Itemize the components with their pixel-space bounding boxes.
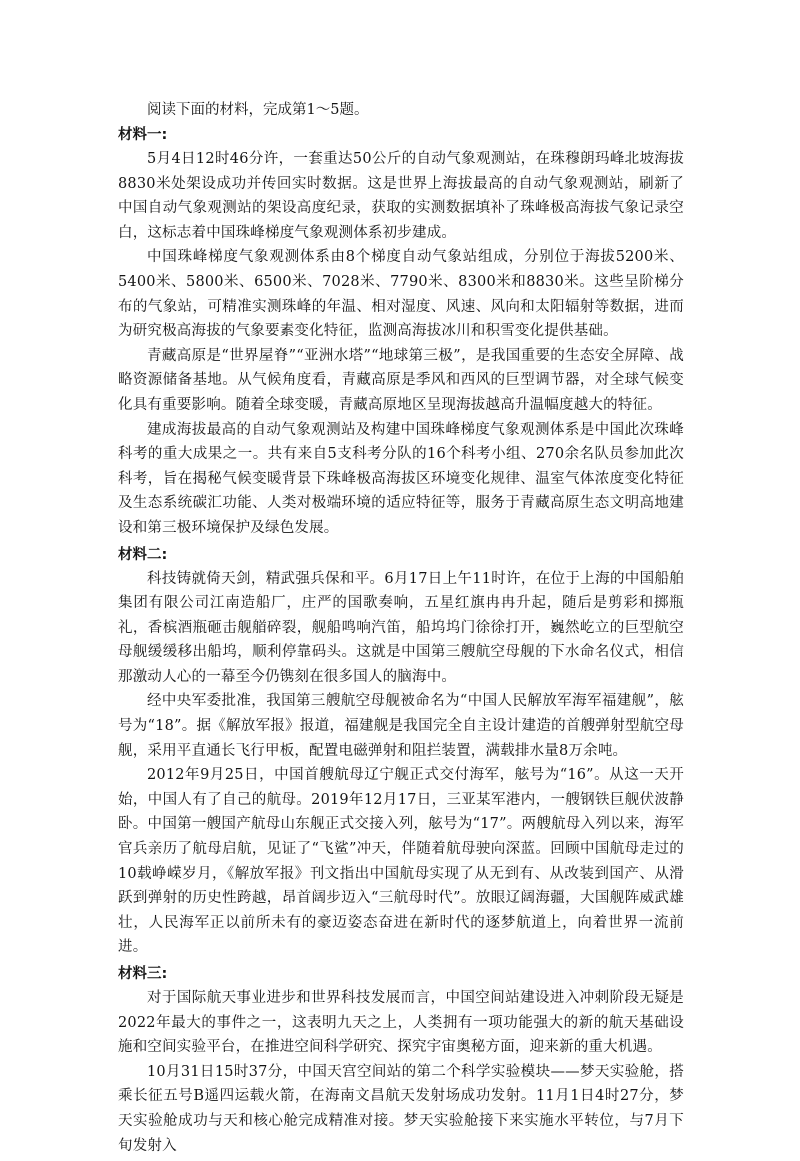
paragraph: 建成海拔最高的自动气象观测站及构建中国珠峰梯度气象观测体系是中国此次珠峰科考的重大成果之一。共有来自5支科考分队的16个科考小组、270余名队员参加此次科考，旨在揭秘气候变暖背景下珠峰极高海拔区环境变化规律、温室气体浓度变化特征及生态系统碳汇功能、人类对极端环境的适应特征等，服务于青藏高原生态文明高地建设和第三极环境保护及绿色发展。 — [118, 421, 684, 536]
paragraph: 10月31日15时37分，中国天宫空间站的第二个科学实验模块——梦天实验舱，搭乘长征五号B遥四运载火箭，在海南文昌航天发射场成功发射。11月1日4时27分，梦天实验舱成功与天和核心舱完成精准对接。梦天实验舱接下来实施水平转位，与7月下旬发射入 — [118, 1063, 684, 1154]
material-two-heading: 材料二: — [118, 546, 168, 563]
paragraph: 2012年9月25日，中国首艘航母辽宁舰正式交付海军，舷号为“16”。从这一天开始，中国人有了自己的航母。2019年12月17日，三亚某军港内，一艘钢铁巨舰伏波静卧。中国第一艘国产航母山东舰正式交接入列，舷号为“17”。两艘航母入列以来，海军官兵亲历了航母启航，见证了“飞鲨”冲天，伴随着航母驶向深蓝。回顾中国航母走过的10载峥嵘岁月，《解放军报》刊文指出中国航母实现了从无到有、从改装到国产、从滑跃到弹射的历史性跨越，昂首阔步迈入“三航母时代”。放眼辽阔海疆，大国舰阵威武雄壮，人民海军正以前所未有的豪迈姿态奋进在新时代的逐梦航道上，向着世界一流前进。 — [118, 767, 684, 956]
material-one — [118, 124, 684, 541]
paragraph: 科技铸就倚天剑，精武强兵保和平。6月17日上午11时许，在位于上海的中国船舶集团有限公司江南造船厂，庄严的国歌奏响，五星红旗冉冉升起，随后是剪彩和掷瓶礼，香槟酒瓶砸击舰艏碎裂，舰船鸣响汽笛，船坞坞门徐徐打开，巍然屹立的巨型航空母舰缓缓移出船坞，顺利停靠码头。这就是中国第三艘航空母舰的下水命名仪式，相信那激动人心的一幕至今仍镌刻在很多国人的脑海中。 — [118, 570, 684, 685]
paragraph: 对于国际航天事业进步和世界科技发展而言，中国空间站建设进入冲刺阶段无疑是2022年最大的事件之一，这表明九天之上，人类拥有一项功能强大的新的航天基础设施和空间实验平台，在推进空间科学研究、探究宇宙奥秘方面，迎来新的重大机遇。 — [118, 990, 684, 1056]
paragraph: 5月4日12时46分许，一套重达50公斤的自动气象观测站，在珠穆朗玛峰北坡海拔8830米处架设成功并传回实时数据。这是世界上海拔最高的自动气象观测站，刷新了中国自动气象观测站的架设高度纪录，获取的实测数据填补了珠峰极高海拔气象记录空白，这标志着中国珠峰梯度气象观测体系初步建成。 — [118, 151, 684, 241]
paragraph: 中国珠峰梯度气象观测体系由8个梯度自动气象站组成，分别位于海拔5200米、5400米、5800米、6500米、7028米、7790米、8300米和8830米。这些呈阶梯分布的气象站，可精准实测珠峰的年温、相对湿度、风速、风向和太阳辐射等数据，进而为研究极高海拔的气象要素变化特征，监测高海拔冰川和积雪变化提供基础。 — [118, 249, 684, 340]
material-three-heading: 材料三: — [118, 966, 168, 982]
instructions: 阅读下面的材料，完成第1～5题。 — [147, 102, 369, 118]
material-three — [118, 963, 684, 1158]
material-one-heading: 材料一: — [118, 127, 168, 143]
paragraph: 青藏高原是“世界屋脊”“亚洲水塔”“地球第三极”，是我国重要的生态安全屏障、战略资源储备基地。从气候角度看，青藏高原是季风和西风的巨型调节器，对全球气候变化具有重要影响。随着全球变暖，青藏高原地区呈现海拔越高升温幅度越大的特征。 — [118, 347, 684, 413]
paragraph: 经中央军委批准，我国第三艘航空母舰被命名为“中国人民解放军海军福建舰”，舷号为“18”。据《解放军报》报道，福建舰是我国完全自主设计建造的首艘弹射型航空母舰，采用平直通长飞行甲板，配置电磁弹射和阻拦装置，满载排水量8万余吨。 — [118, 693, 684, 759]
reading-passage — [118, 98, 684, 1161]
material-two — [118, 544, 684, 961]
